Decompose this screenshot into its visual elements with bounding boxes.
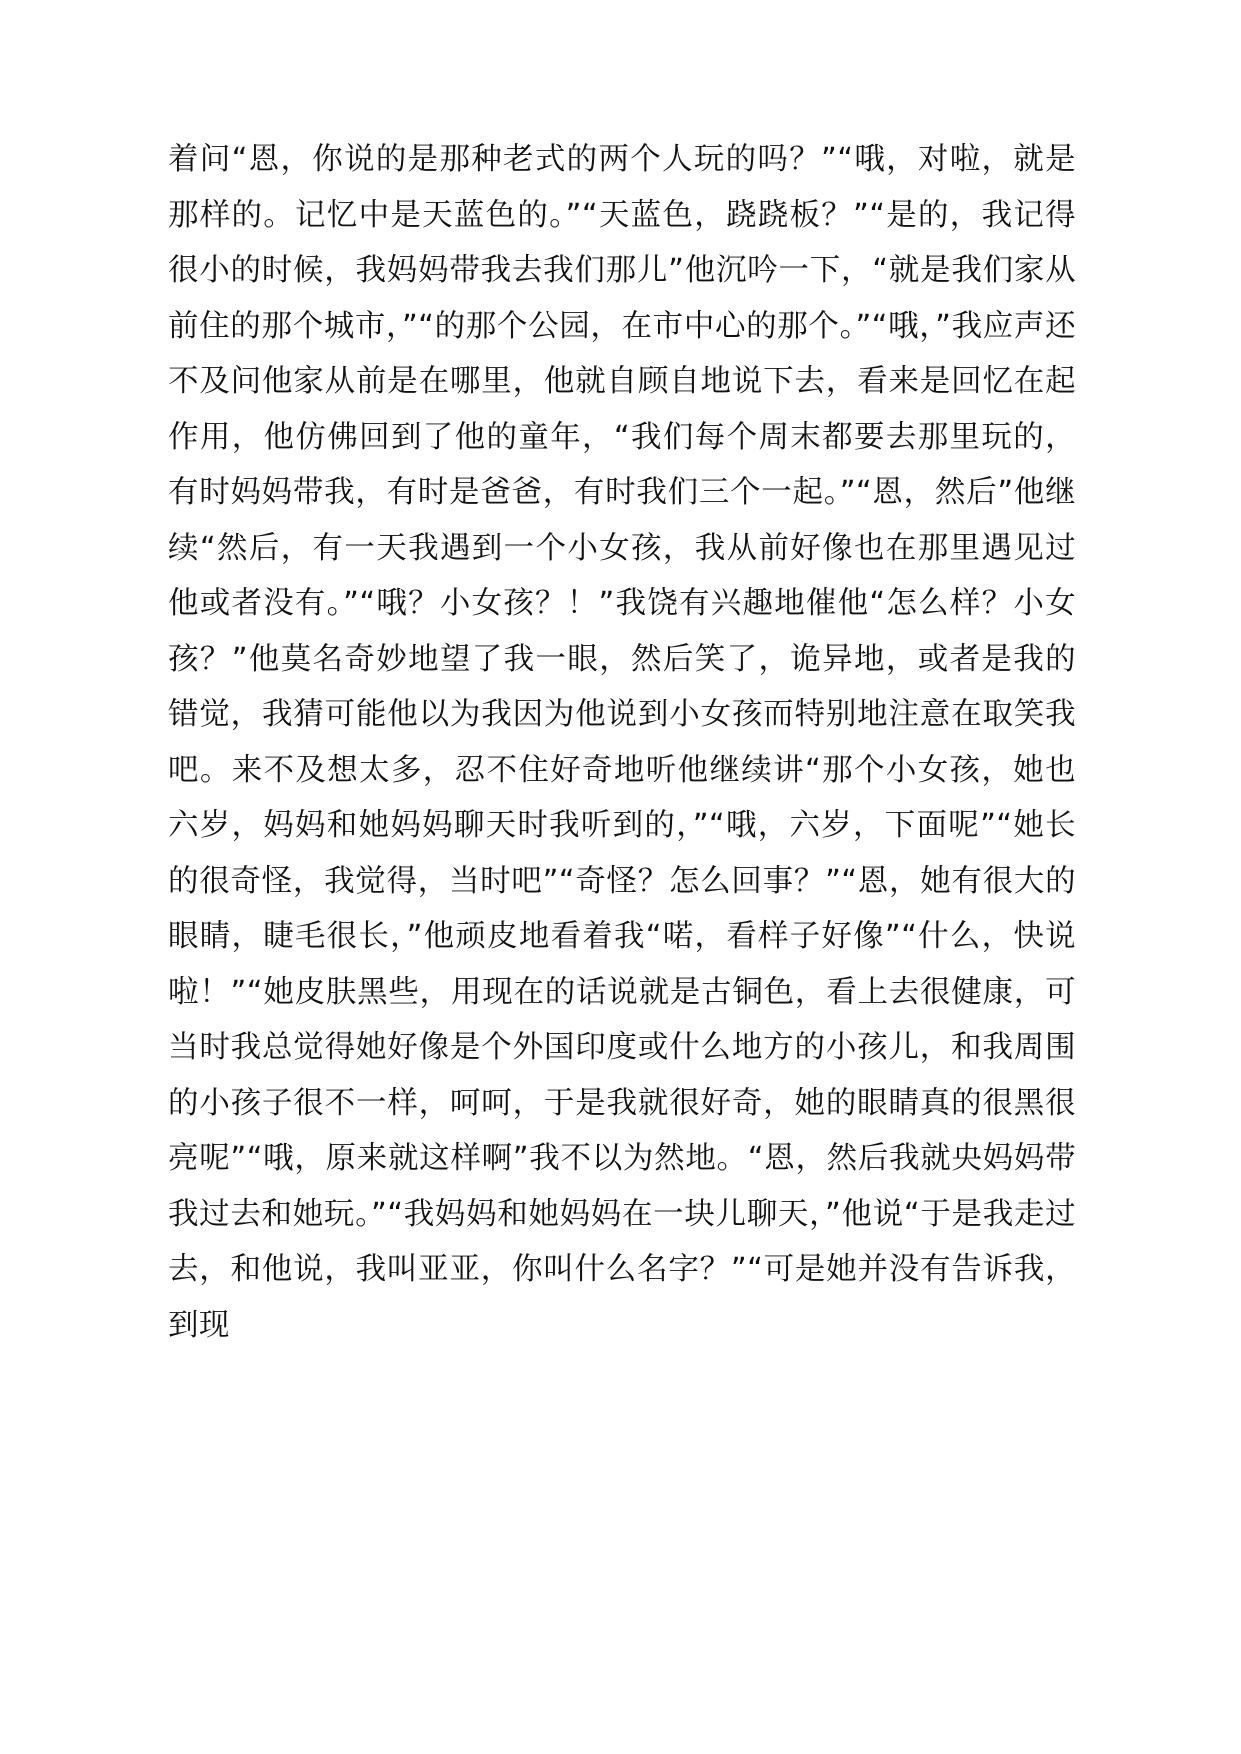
body-paragraph: 着问“恩，你说的是那种老式的两个人玩的吗？”“哦，对啦，就是那样的。记忆中是天蓝色的。”“天蓝色，跷跷板？”“是的，我记得很小的时候，我妈妈带我去我们那儿”他沉吟一下，“就是我们家从前住的那个城市，”“的那个公园，在市中心的那个。”“哦，”我应声还不及问他家从前是在哪里，他就自顾自地说下去，看来是回忆在起作用，他仿佛回到了他的童年，“我们每个周末都要去那里玩的，有时妈妈带我，有时是爸爸，有时我们三个一起。”“恩，然后”他继续“然后，有一天我遇到一个小女孩，我从前好像也在那里遇见过他或者没有。”“哦？小女孩？！”我饶有兴趣地催他“怎么样？小女孩？”他莫名奇妙地望了我一眼，然后笑了，诡异地，或者是我的错觉，我猜可能他以为我因为他说到小女孩而特别地注意在取笑我吧。来不及想太多，忍不住好奇地听他继续讲“那个小女孩，她也六岁，妈妈和她妈妈聊天时我听到的，”“哦，六岁，下面呢”“她长的很奇怪，我觉得，当时吧”“奇怪？怎么回事？”“恩，她有很大的眼睛，睫毛很长，”他顽皮地看着我“喏，看样子好像”“什么，快说啦！”“她皮肤黑些，用现在的话说就是古铜色，看上去很健康，可当时我总觉得她好像是个外国印度或什么地方的小孩儿，和我周围的小孩子很不一样，呵呵，于是我就很好奇，她的眼睛真的很黑很亮呢”“哦，原来就这样啊”我不以为然地。“恩，然后我就央妈妈带我过去和她玩。”“我妈妈和她妈妈在一块儿聊天，”他说“于是我走过去，和他说，我叫亚亚，你叫什么名字？”“可是她并没有告诉我，到现 [168,142,1076,1343]
document-text-body [168,132,1076,1353]
